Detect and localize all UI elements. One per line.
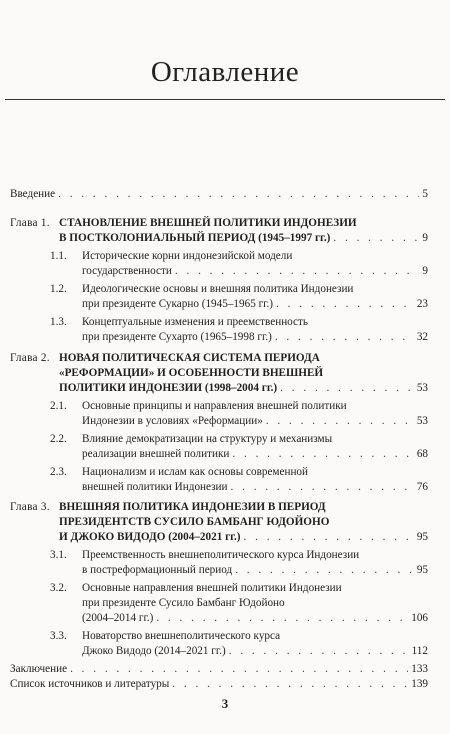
- section-3-2-number: 3.2.: [50, 582, 67, 594]
- section-1-2-line-1[interactable]: Идеологические основы и внешняя политика Индонезии: [82, 283, 354, 295]
- toc-entry-chapter-2[interactable]: ПОЛИТИКИ ИНДОНЕЗИИ (1998–2004 гг.) . . . 53: [59, 381, 428, 397]
- section-3-3-line-1[interactable]: Новаторство внешнеполитического курса: [82, 630, 281, 642]
- section-1-1-line-1[interactable]: Исторические корни индонезийской модели: [82, 250, 293, 262]
- section-1-1-number: 1.1.: [50, 250, 67, 262]
- chapter-2-title-line-2[interactable]: «РЕФОРМАЦИИ» И ОСОБЕННОСТИ ВНЕШНЕЙ: [59, 367, 324, 379]
- section-2-3-number: 2.3.: [50, 466, 67, 478]
- toc-entry-section-1-3[interactable]: при президенте Сухарто (1965–1998 гг.) . . . 32: [82, 330, 428, 346]
- section-1-2-number: 1.2.: [50, 283, 67, 295]
- toc-entry-section-2-1[interactable]: Индонезии в условиях «Реформации» . . . 53: [82, 414, 428, 430]
- section-3-1-number: 3.1.: [50, 549, 67, 561]
- toc-entry-section-1-2[interactable]: при президенте Сукарно (1945–1965 гг.) . . . 23: [82, 297, 428, 313]
- chapter-2-title-line-1[interactable]: НОВАЯ ПОЛИТИЧЕСКАЯ СИСТЕМА ПЕРИОДА: [59, 352, 320, 364]
- section-2-3-line-1[interactable]: Национализм и ислам как основы современной: [82, 466, 309, 478]
- toc-entry-section-1-1[interactable]: государственности . . . 9: [82, 264, 428, 280]
- chapter-3-label: Глава 3.: [10, 501, 50, 513]
- toc-entry-intro[interactable]: Введение . . . 5: [10, 187, 428, 203]
- section-3-1-line-1[interactable]: Преемственность внешнеполитического курса Индонезии: [82, 549, 360, 561]
- toc-entry-chapter-1[interactable]: В ПОСТКОЛОНИАЛЬНЫЙ ПЕРИОД (1945–1997 гг.) . . . 9: [59, 231, 428, 247]
- page-number: 3: [221, 696, 229, 711]
- toc-entry-section-2-3[interactable]: внешней политики Индонезии . . . 76: [82, 480, 428, 496]
- section-3-3-number: 3.3.: [50, 630, 67, 642]
- toc-entry-section-2-2[interactable]: реализации внешней политики . . . 68: [82, 447, 428, 463]
- section-2-2-line-1[interactable]: Влияние демократизации на структуру и механизмы: [82, 433, 333, 445]
- section-3-2-line-1[interactable]: Основные направления внешней политики Индонезии: [82, 582, 342, 594]
- toc-entry-section-3-1[interactable]: в постреформационный период . . . 95: [82, 563, 428, 579]
- section-2-2-number: 2.2.: [50, 433, 67, 445]
- toc-entry-section-3-2[interactable]: (2004–2014 гг.) . . . 106: [82, 611, 428, 627]
- chapter-1-label: Глава 1.: [10, 217, 50, 229]
- chapter-1-title-line-1[interactable]: СТАНОВЛЕНИЕ ВНЕШНЕЙ ПОЛИТИКИ ИНДОНЕЗИИ: [59, 217, 357, 229]
- section-3-2-line-2[interactable]: при президенте Сусило Бамбанг Юдойоно: [82, 597, 285, 609]
- toc-entry-chapter-3[interactable]: И ДЖОКО ВИДОДО (2004–2021 гг.) . . . 95: [59, 530, 428, 546]
- chapter-2-label: Глава 2.: [10, 352, 50, 364]
- toc-entry-sources[interactable]: Список источников и литературы . . . 139: [10, 677, 428, 693]
- chapter-3-title-line-1[interactable]: ВНЕШНЯЯ ПОЛИТИКА ИНДОНЕЗИИ В ПЕРИОД: [59, 501, 326, 513]
- section-1-3-line-1[interactable]: Концептуальные изменения и преемственность: [82, 316, 309, 328]
- toc-entry-section-3-3[interactable]: Джоко Видодо (2014–2021 гг.) . . . 112: [82, 644, 428, 660]
- chapter-3-title-line-2[interactable]: ПРЕЗИДЕНТСТВ СУСИЛО БАМБАНГ ЮДОЙОНО: [59, 516, 330, 528]
- title-rule: [5, 99, 445, 100]
- section-2-1-number: 2.1.: [50, 400, 67, 412]
- toc-entry-conclusion[interactable]: Заключение . . . 133: [10, 662, 428, 678]
- section-2-1-line-1[interactable]: Основные принципы и направления внешней политики: [82, 400, 347, 412]
- section-1-3-number: 1.3.: [50, 316, 67, 328]
- page-title: Оглавление: [150, 56, 300, 88]
